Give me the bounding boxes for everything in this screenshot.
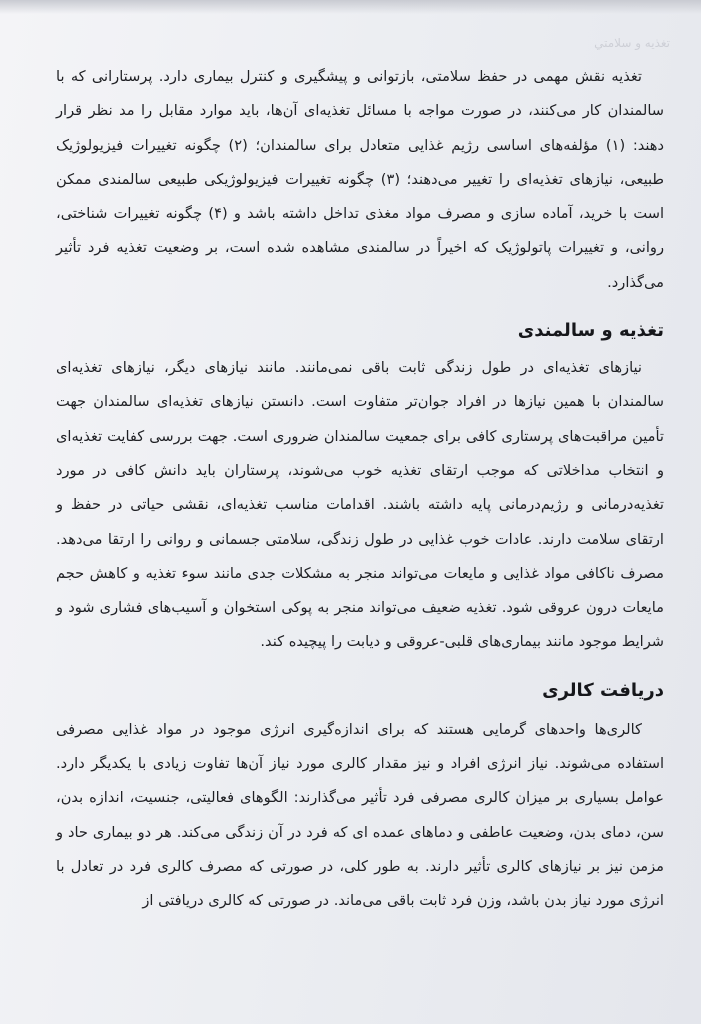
- nutrition-aging-paragraph: نیازهای تغذیه‌ای در طول زندگی ثابت باقی نمی‌مانند. مانند نیازهای دیگر، نیازهای تغذیه‌ای سالمندان با همین نیازها در افراد جوان‌تر متفاوت است. دانستن نیازهای تغذیه‌ای سالمندان جهت تأمین مراقبت‌های پرستاری کافی برای جمعیت سالمندان ضروری است. جهت بررسی کفایت تغذیه‌ای و انتخاب مداخلاتی که موجب ارتقای تغذیه خوب می‌شوند، پرستاران باید دانش کافی در مورد تغذیه‌درمانی و رژیم‌درمانی پایه داشته باشند. اقدامات مناسب تغذیه‌ای، نقشی حیاتی در حفظ و ارتقای سلامت دارند. عادات خوب غذایی در طول زندگی، سلامتی جسمانی و روانی را ارتقا می‌دهد. مصرف ناکافی مواد غذایی و مایعات می‌تواند منجر به مشکلات جدی مانند سوء تغذیه و کاهش حجم مایعات درون عروقی شود. تغذیه ضعیف می‌تواند منجر به پوکی استخوان و آسیب‌های فشاری شود و شرایط موجود مانند بیماری‌های قلبی-عروقی و دیابت را پیچیده کند.: [56, 359, 664, 651]
- calorie-intake-paragraph: کالری‌ها واحدهای گرمایی هستند که برای اندازه‌گیری انرژی موجود در مواد غذایی مصرفی استفاده می‌شوند. نیاز انرژی افراد و نیز مقدار کالری مورد نیاز آن‌ها تفاوت زیادی با یکدیگر دارد. عوامل بسیاری بر میزان کالری مصرفی فرد تأثیر می‌گذارند: الگوهای فعالیتی، جنسیت، اندازه بدن، سن، دمای بدن، وضعیت عاطفی و دماهای عمده ای که فرد در آن زندگی می‌کند. هر دو بیماری حاد و مزمن نیز بر نیازهای کالری تأثیر دارند. به طور کلی، در صورتی که مصرف کالری فرد در تعادل با انرژی مورد نیاز بدن باشد، وزن فرد ثابت باقی می‌ماند. در صورتی که کالری دریافتی از: [56, 720, 664, 910]
- page-top-shadow: [0, 0, 701, 14]
- page-text-body: [56, 60, 664, 919]
- bleed-through-header: ﺗﻐﺬﻳﻪ ﻭ ﺳﻼﻣﺘﻲ: [594, 36, 670, 50]
- section-heading-nutrition-aging: تغذیه و سالمندی: [517, 320, 664, 342]
- section-heading-calorie-intake: دریافت کالری: [542, 679, 664, 701]
- intro-paragraph: تغذیه نقش مهمی در حفظ سلامتی، بازتوانی و پیشگیری و کنترل بیماری دارد. پرستارانی که با سالمندان کار می‌کنند، در صورت مواجه با مسائل تغذیه‌ای آن‌ها، باید موارد مقابل را مد نظر قرار دهند: (۱) مؤلفه‌های اساسی رژیم غذایی متعادل برای سالمندان؛ (۲) چگونه تغییرات فیزیولوژیک طبیعی، نیازهای تغذیه‌ای را تغییر می‌دهند؛ (۳) چگونه تغییرات فیزیولوژیکی طبیعی سالمندی ممکن است با خرید، آماده سازی و مصرف مواد مغذی تداخل داشته باشد و (۴) چگونه تغییرات شناختی، روانی، و تغییرات پاتولوژیک که اخیراً در سالمندی مشاهده شده است، بر وضعیت تغذیه فرد تأثیر می‌گذارد.: [56, 68, 665, 291]
